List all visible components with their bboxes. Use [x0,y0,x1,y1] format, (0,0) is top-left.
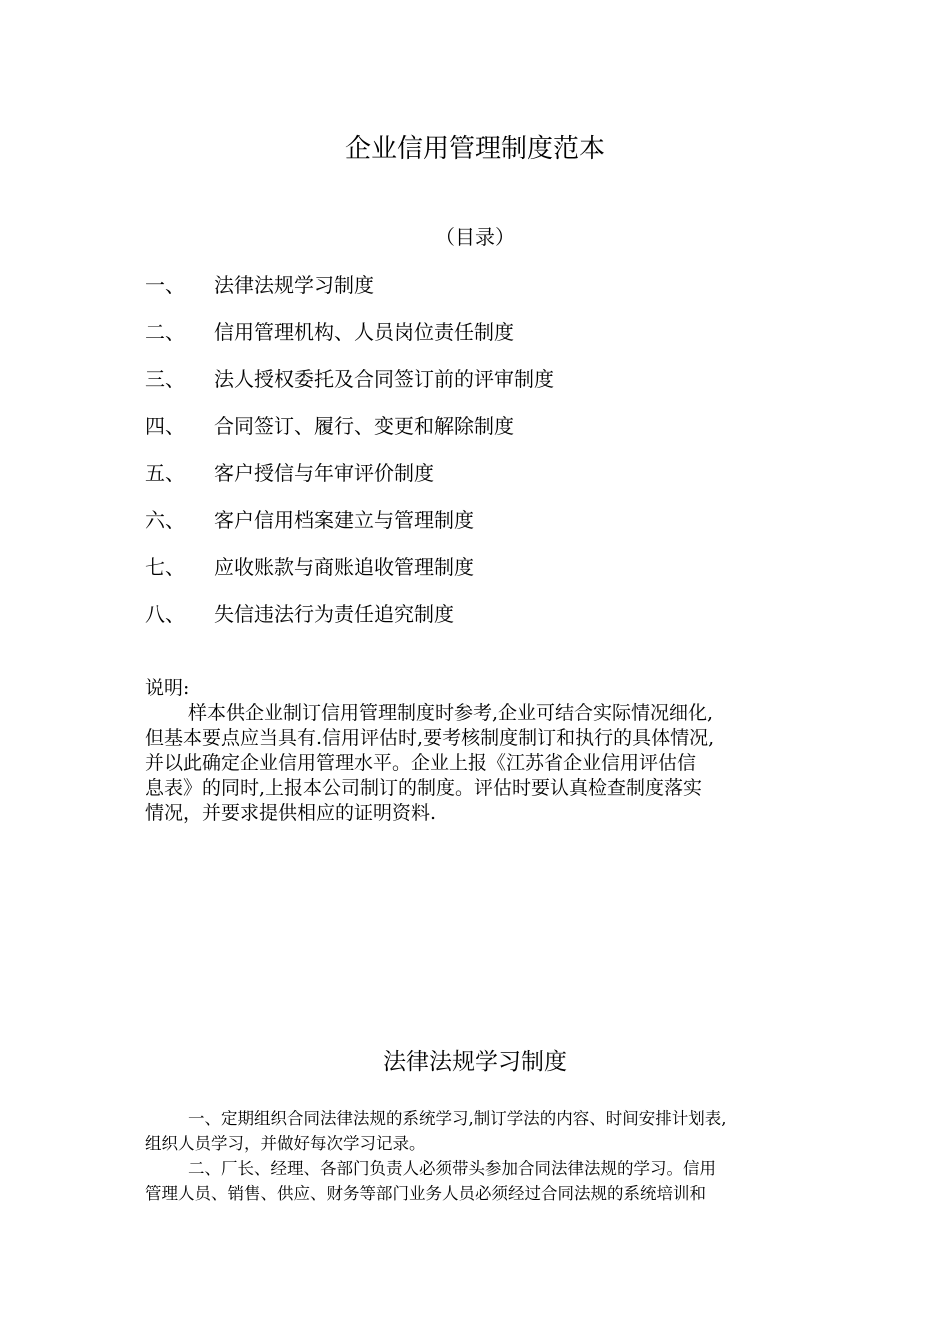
toc-item [145,458,845,505]
body-paragraph-line: 管理人员、销售、供应、财务等部门业务人员必须经过合同法规的系统培训和 [145,1184,706,1203]
toc-item-text: 失信违法行为责任追究制度 [214,602,454,626]
toc-item-number: 三、 [145,367,185,391]
note-line: 情况，并要求提供相应的证明资料. [145,802,437,824]
toc-item [145,505,845,552]
toc-item [145,599,845,646]
toc-item-text: 客户信用档案建立与管理制度 [214,508,474,532]
toc-item [145,317,845,364]
toc-item-number: 二、 [145,320,185,344]
toc-item-number: 六、 [145,508,185,532]
table-of-contents [145,270,845,646]
toc-item-text: 法人授权委托及合同签订前的评审制度 [214,367,554,391]
note-line: 息表》的同时,上报本公司制订的制度。评估时要认真检查制度落实 [145,777,703,799]
toc-item [145,364,845,411]
body-paragraph-line: 一、定期组织合同法律法规的系统学习,制订学法的内容、时间安排计划表, [188,1109,727,1128]
toc-item-number: 四、 [145,414,185,438]
toc-item-number: 八、 [145,602,185,626]
note-block [145,676,825,826]
body-paragraph-line: 组织人员学习，并做好每次学习记录。 [145,1134,426,1153]
toc-item [145,270,845,317]
toc-item-text: 应收账款与商账追收管理制度 [214,555,474,579]
toc-item-number: 五、 [145,461,185,485]
document-title: 企业信用管理制度范本 [344,134,605,164]
note-line: 样本供企业制订信用管理制度时参考,企业可结合实际情况细化, [188,702,714,724]
toc-item [145,552,845,599]
toc-item-number: 七、 [145,555,185,579]
toc-heading: （目录） [435,225,515,249]
toc-item-number: 一、 [145,273,185,297]
toc-item-text: 法律法规学习制度 [214,273,374,297]
note-line: 但基本要点应当具有.信用评估时,要考核制度制订和执行的具体情况, [145,727,715,749]
toc-item [145,411,845,458]
note-line: 并以此确定企业信用管理水平。企业上报《江苏省企业信用评估信 [145,752,697,774]
toc-item-text: 信用管理机构、人员岗位责任制度 [214,320,514,344]
toc-item-text: 客户授信与年审评价制度 [214,461,434,485]
body-paragraph-line: 二、厂长、经理、各部门负责人必须带头参加合同法律法规的学习。信用 [188,1159,716,1178]
section-body [145,1106,835,1206]
section-title: 法律法规学习制度 [383,1049,567,1075]
note-label: 说明: [145,677,190,699]
toc-item-text: 合同签订、履行、变更和解除制度 [214,414,514,438]
